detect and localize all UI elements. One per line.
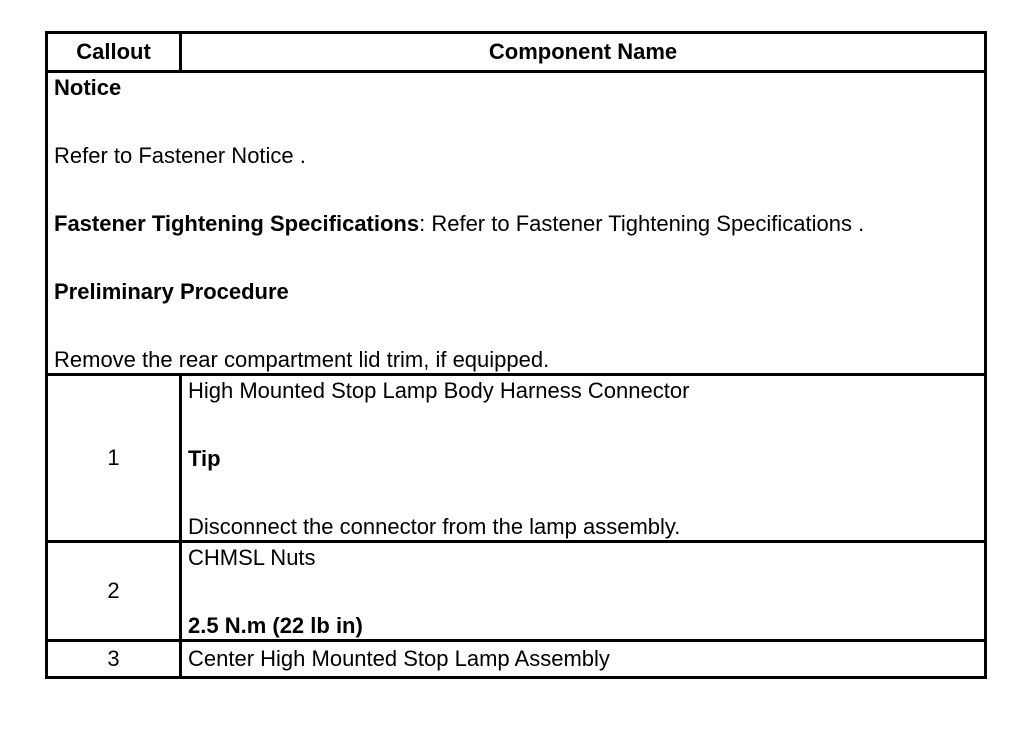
callout-column-header: Callout (47, 33, 181, 72)
component-name: Center High Mounted Stop Lamp Assembly (181, 641, 986, 678)
tip-text: Disconnect the connector from the lamp assembly. (188, 514, 681, 539)
callout-number: 2 (47, 542, 181, 641)
preliminary-procedure-text: Remove the rear compartment lid trim, if equipped. (54, 347, 550, 372)
tightening-spec-label: Fastener Tightening Specifications (54, 211, 420, 236)
tip-label: Tip (188, 446, 221, 471)
table-row (47, 375, 986, 542)
tightening-spec-line (54, 213, 978, 235)
component-name-column-header: Component Name (181, 33, 986, 72)
callout-number: 3 (47, 641, 181, 678)
notice-title: Notice (54, 75, 122, 100)
fastener-notice-text: Refer to Fastener Notice . (54, 143, 306, 168)
component-name: CHMSL Nuts (188, 545, 316, 570)
preliminary-procedure-title: Preliminary Procedure (54, 279, 289, 304)
notice-cell (47, 72, 986, 375)
component-name: High Mounted Stop Lamp Body Harness Connector (188, 378, 690, 403)
component-table (45, 31, 987, 679)
table-row (47, 641, 986, 678)
callout-number: 1 (47, 375, 181, 542)
component-description (181, 375, 986, 542)
component-description (181, 542, 986, 641)
table-row (47, 542, 986, 641)
torque-spec: 2.5 N.m (22 lb in) (188, 613, 363, 638)
table-header-row (47, 33, 986, 72)
tightening-spec-text: : Refer to Fastener Tightening Specifications . (419, 211, 865, 236)
notice-row (47, 72, 986, 375)
